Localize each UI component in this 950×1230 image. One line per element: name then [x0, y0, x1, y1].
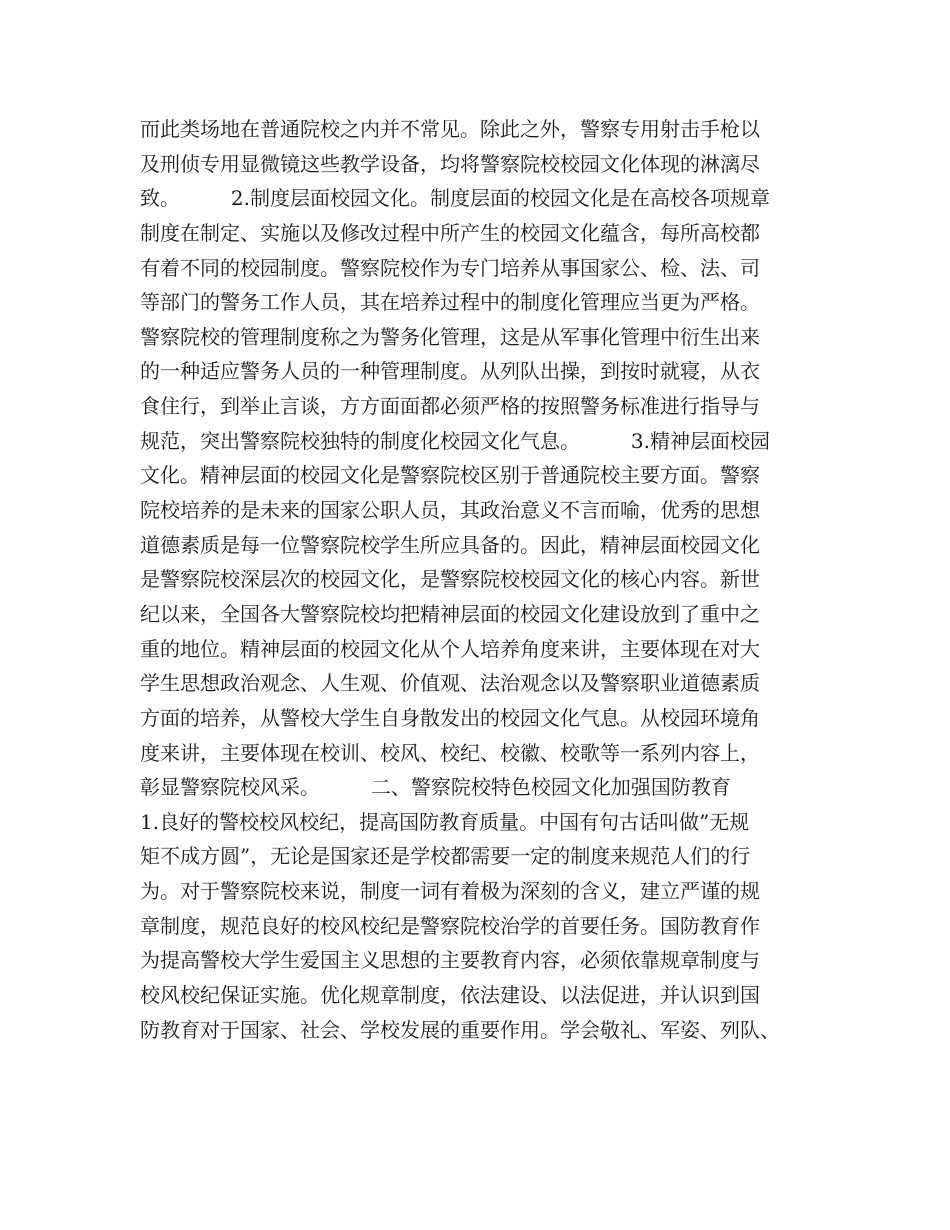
text-line: 防教育对于国家、社会、学校发展的重要作用。学会敬礼、军姿、列队、: [140, 1017, 780, 1042]
body-text: [140, 112, 830, 1047]
text-line: 规范，突出警察院校独特的制度化校园文化气息。 3.精神层面校园: [140, 428, 770, 453]
text-line: 校风校纪保证实施。优化规章制度，依法建设、以法促进，并认识到国: [140, 983, 760, 1008]
text-line: 食住行，到举止言谈，方方面面都必须严格的按照警务标准进行指导与: [140, 394, 760, 419]
text-line: 学生思想政治观念、人生观、价值观、法治观念以及警察职业道德素质: [140, 671, 760, 696]
text-line: 的一种适应警务人员的一种管理制度。从列队出操，到按时就寝，从衣: [140, 359, 760, 384]
text-line: 文化。精神层面的校园文化是警察院校区别于普通院校主要方面。警察: [140, 463, 760, 488]
text-line: 及刑侦专用显微镜这些教学设备，均将警察院校校园文化体现的淋漓尽: [140, 151, 760, 176]
text-line: 等部门的警务工作人员，其在培养过程中的制度化管理应当更为严格。: [140, 290, 760, 315]
text-line: 有着不同的校园制度。警察院校作为专门培养从事国家公、检、法、司: [140, 255, 760, 280]
text-line: 而此类场地在普通院校之内并不常见。除此之外，警察专用射击手枪以: [140, 117, 760, 141]
text-line: 为提高警校大学生爱国主义思想的主要教育内容，必须依靠规章制度与: [140, 948, 760, 973]
text-line: 院校培养的是未来的国家公职人员，其政治意义不言而喻，优秀的思想: [140, 498, 760, 523]
text-line: 为。对于警察院校来说，制度一词有着极为深刻的含义，建立严谨的规: [140, 879, 760, 904]
text-line: 道德素质是每一位警察院校学生所应具备的。因此，精神层面校园文化: [140, 532, 760, 557]
text-line: 矩不成方圆”，无论是国家还是学校都需要一定的制度来规范人们的行: [140, 844, 751, 869]
text-line: 彰显警察院校风采。 二、警察院校特色校园文化加强国防教育: [140, 775, 731, 800]
text-line: 方面的培养，从警校大学生自身散发出的校园文化气息。从校园环境角: [140, 705, 760, 730]
text-line: 重的地位。精神层面的校园文化从个人培养角度来讲，主要体现在对大: [140, 636, 760, 661]
text-line: 致。 2.制度层面校园文化。制度层面的校园文化是在高校各项规章: [140, 186, 770, 211]
text-line: 制度在制定、实施以及修改过程中所产生的校园文化蕴含，每所高校都: [140, 220, 760, 245]
text-line: 章制度，规范良好的校风校纪是警察院校治学的首要任务。国防教育作: [140, 913, 760, 938]
text-line: 1.良好的警校校风校纪，提高国防教育质量。中国有句古话叫做”无规: [140, 809, 750, 834]
text-line: 纪以来，全国各大警察院校均把精神层面的校园文化建设放到了重中之: [140, 601, 760, 626]
text-line: 度来讲，主要体现在校训、校风、校纪、校徽、校歌等一系列内容上，: [140, 740, 760, 765]
text-line: 是警察院校深层次的校园文化，是警察院校校园文化的核心内容。新世: [140, 567, 760, 592]
text-line: 警察院校的管理制度称之为警务化管理，这是从军事化管理中衍生出来: [140, 324, 760, 349]
